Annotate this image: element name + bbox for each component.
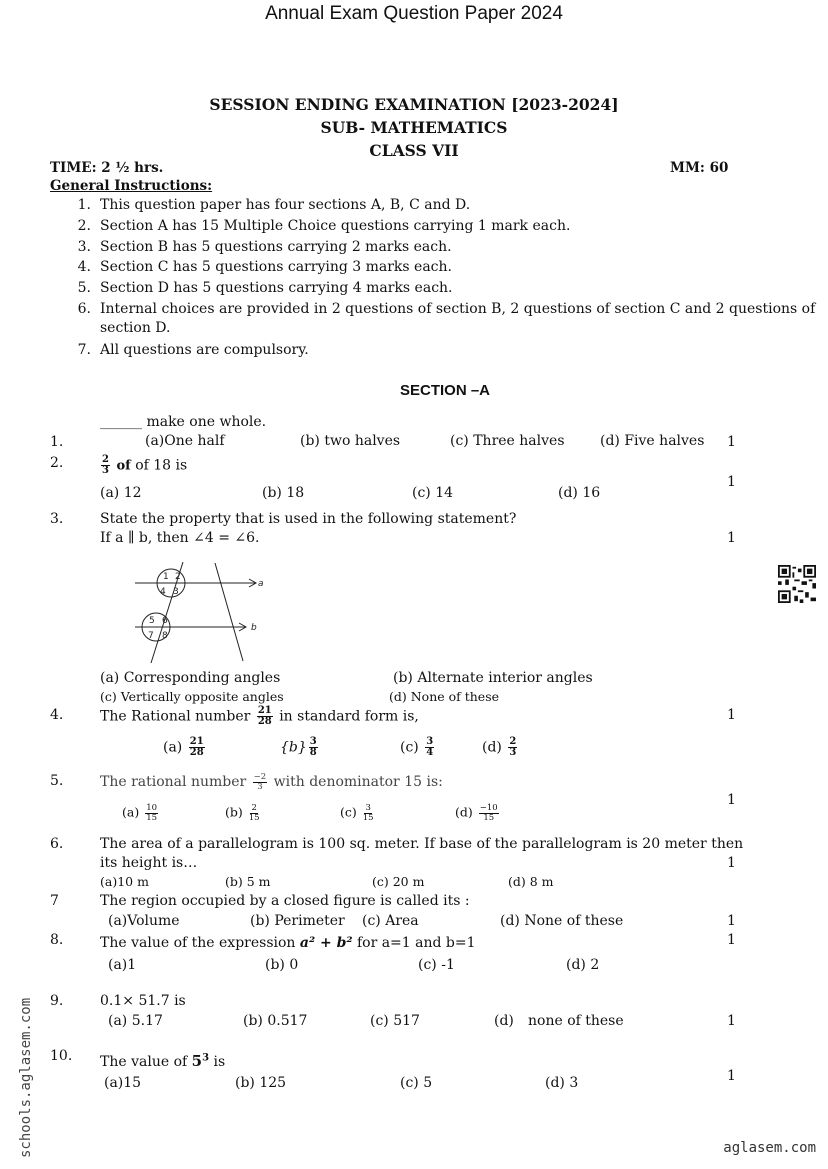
q3-option-d: (d) None of these: [389, 689, 500, 704]
q6-marks: 1: [727, 855, 736, 871]
q5-stem: The rational number $\frac{-2}{3}$ with denominator 15 is:: [100, 772, 443, 792]
instruction-number: 4.: [77, 259, 91, 275]
instruction-number: 2.: [77, 218, 91, 234]
instruction-text: Section C has 5 questions carrying 3 marks each.: [100, 259, 452, 275]
q6-stem-2: its height is…: [100, 855, 198, 871]
q3-marks: 1: [727, 530, 736, 546]
q9-option-d-text: none of these: [528, 1013, 624, 1029]
q3-option-a: (a) Corresponding angles: [100, 670, 281, 686]
q10-option-b: (b) 125: [235, 1075, 287, 1091]
side-watermark: [10, 970, 40, 1160]
q1-number: 1.: [50, 434, 64, 450]
angle-label-6: 6: [162, 616, 168, 626]
instruction-text: This question paper has four sections A, B, C and D.: [100, 197, 471, 213]
instruction-number: 1.: [77, 197, 91, 213]
max-marks: MM: 60: [670, 160, 729, 176]
line-label-a: a: [258, 579, 264, 589]
q9-stem: 0.1× 51.7 is: [100, 993, 186, 1009]
q1-marks: 1: [727, 434, 736, 450]
q9-option-d: (d): [494, 1013, 514, 1029]
q3-stem: State the property that is used in the following statement?: [100, 511, 517, 527]
q3-option-b: (b) Alternate interior angles: [393, 670, 593, 686]
q9-option-b: (b) 0.517: [243, 1013, 308, 1029]
q4-stem: The Rational number $\frac{21}{28}$ in standard form is,: [100, 705, 419, 727]
exam-title: SESSION ENDING EXAMINATION [2023-2024]: [209, 95, 619, 114]
q7-number: 7: [50, 893, 59, 909]
q4-marks: 1: [727, 707, 736, 723]
angle-label-4: 4: [160, 587, 166, 597]
q3-option-c: (c) Vertically opposite angles: [100, 689, 284, 704]
q9-marks: 1: [727, 1013, 736, 1029]
q4-fraction: $\frac{21}{28}$: [257, 705, 272, 727]
q2-stem: $\frac{2}{3}$ of of 18 is: [102, 454, 188, 476]
svg-text:schools.aglasem.com: schools.aglasem.com: [18, 997, 34, 1158]
q5-option-c: (c) $\frac{3}{15}$: [340, 803, 374, 823]
q9-number: 9.: [50, 993, 64, 1009]
angle-label-3: 3: [173, 587, 179, 597]
section-a-title: SECTION –A: [400, 382, 491, 399]
instruction-text: All questions are compulsory.: [100, 342, 309, 358]
instruction-number: 5.: [77, 280, 91, 296]
q5-option-d: (d) $\frac{-10}{15}$: [455, 803, 498, 823]
q8-expression: a² + b²: [299, 935, 353, 951]
q8-option-c: (c) -1: [418, 957, 455, 973]
instruction-number: 6.: [77, 301, 91, 317]
instruction-text: Section D has 5 questions carrying 4 marks each.: [100, 280, 453, 296]
q8-option-a: (a)1: [108, 957, 137, 973]
q3-stem-2: If a ∥ b, then ∠4 = ∠6.: [100, 530, 260, 546]
angle-label-1: 1: [163, 572, 169, 582]
instruction-text: Internal choices are provided in 2 questions of section B, 2 questions of section C and 2 questions of: [100, 301, 816, 317]
q10-marks: 1: [727, 1068, 736, 1084]
q2-option-a: (a) 12: [100, 485, 142, 501]
q6-stem: The area of a parallelogram is 100 sq. meter. If base of the parallelogram is 20 meter then: [100, 836, 744, 852]
q7-marks: 1: [727, 913, 736, 929]
q6-option-c: (c) 20 m: [372, 874, 425, 889]
qr-code-icon: [778, 565, 816, 603]
q1-stem: ______ make one whole.: [100, 414, 267, 430]
angle-label-5: 5: [149, 616, 155, 626]
q1-option-d: (d) Five halves: [600, 433, 705, 449]
q8-number: 8.: [50, 932, 64, 948]
instructions-heading: General Instructions:: [50, 178, 213, 194]
q2-option-c: (c) 14: [412, 485, 454, 501]
q2-fraction: $\frac{2}{3}$: [102, 454, 109, 476]
q5-fraction: $\frac{-2}{3}$: [253, 772, 267, 792]
q4-option-b: {b} $\frac{3}{8}$: [280, 736, 317, 758]
q5-option-a: (a) $\frac{10}{15}$: [122, 803, 158, 823]
q6-option-b: (b) 5 m: [225, 874, 271, 889]
q2-number: 2.: [50, 455, 64, 471]
q2-marks: 1: [727, 474, 736, 490]
subject-title: SUB- MATHEMATICS: [320, 118, 508, 137]
q4-option-d: (d) $\frac{2}{3}$: [482, 736, 517, 758]
instruction-text-cont: section D.: [100, 320, 171, 336]
footer-site: aglasem.com: [723, 1140, 816, 1156]
q10-stem: The value of $5^3$ is: [100, 1052, 226, 1070]
q3-number: 3.: [50, 511, 64, 527]
q1-option-c: (c) Three halves: [450, 433, 565, 449]
q7-option-c: (c) Area: [362, 913, 419, 929]
q5-number: 5.: [50, 773, 64, 789]
q1-option-a: (a)One half: [145, 433, 225, 449]
q5-option-b: (b) $\frac{2}{15}$: [225, 803, 260, 823]
q9-option-a: (a) 5.17: [108, 1013, 163, 1029]
parallel-lines-figure: [125, 560, 275, 670]
q8-option-d: (d) 2: [566, 957, 600, 973]
angle-label-2: 2: [175, 572, 181, 582]
q10-option-c: (c) 5: [400, 1075, 433, 1091]
instruction-text: Section B has 5 questions carrying 2 marks each.: [100, 239, 452, 255]
angle-label-7: 7: [148, 631, 154, 641]
q10-option-a: (a)15: [104, 1075, 142, 1091]
q7-option-a: (a)Volume: [108, 913, 180, 929]
q9-option-c: (c) 517: [370, 1013, 420, 1029]
angle-label-8: 8: [162, 631, 168, 641]
instruction-number: 3.: [77, 239, 91, 255]
q2-option-b: (b) 18: [262, 485, 305, 501]
q6-number: 6.: [50, 836, 64, 852]
q10-option-d: (d) 3: [545, 1075, 579, 1091]
q2-option-d: (d) 16: [558, 485, 601, 501]
q8-option-b: (b) 0: [265, 957, 299, 973]
time-label: TIME: 2 ½ hrs.: [50, 160, 164, 176]
page-banner: Annual Exam Question Paper 2024: [265, 3, 563, 24]
class-title: CLASS VII: [369, 141, 459, 160]
q8-stem: The value of the expression a² + b² for a=1 and b=1: [100, 935, 476, 951]
q4-option-c: (c) $\frac{3}{4}$: [400, 736, 434, 758]
q7-stem: The region occupied by a closed figure is called its :: [100, 893, 470, 909]
q6-option-a: (a)10 m: [100, 874, 149, 889]
q8-marks: 1: [727, 932, 736, 948]
q4-option-a: (a) $\frac{21}{28}$: [163, 736, 204, 758]
q4-number: 4.: [50, 707, 64, 723]
line-label-b: b: [251, 623, 257, 633]
q7-option-d: (d) None of these: [500, 913, 624, 929]
q6-option-d: (d) 8 m: [508, 874, 554, 889]
q1-option-b: (b) two halves: [300, 433, 401, 449]
q7-option-b: (b) Perimeter: [250, 913, 345, 929]
q10-number: 10.: [50, 1048, 73, 1064]
instruction-text: Section A has 15 Multiple Choice questions carrying 1 mark each.: [100, 218, 571, 234]
instruction-number: 7.: [77, 342, 91, 358]
q5-marks: 1: [727, 792, 736, 808]
